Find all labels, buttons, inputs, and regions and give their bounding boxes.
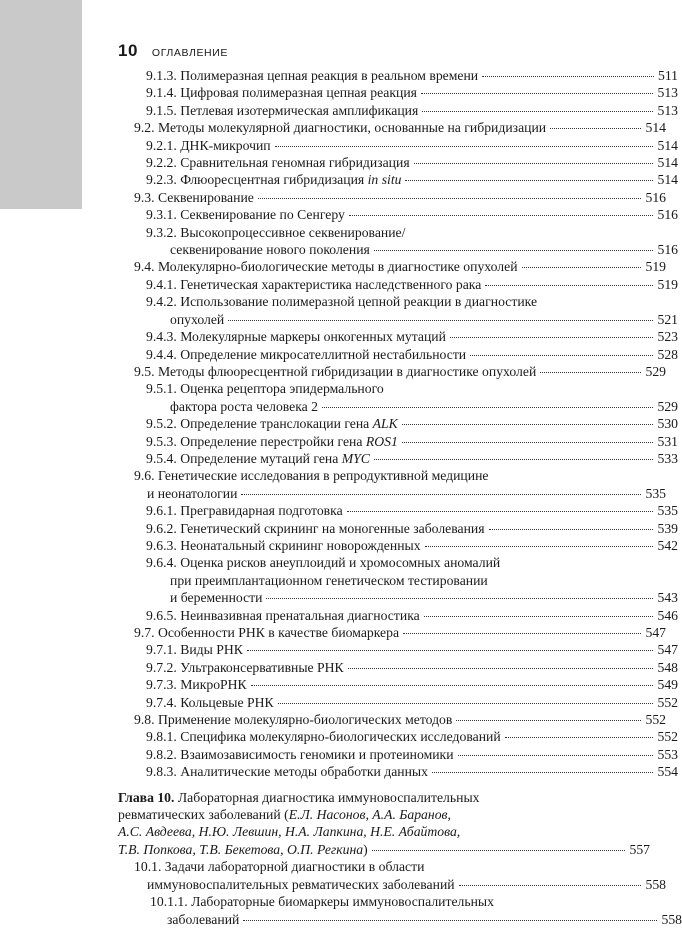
dot-leader <box>374 459 654 460</box>
dot-leader <box>266 598 653 599</box>
toc-entry-title-cont: заболеваний <box>167 911 240 927</box>
toc-page-number: 521 <box>657 311 678 327</box>
toc-entry-title: 9.4. Молекулярно-биологические методы в диагностике опухолей <box>134 259 518 275</box>
dot-leader <box>347 511 654 512</box>
toc-entry-title: 9.7.4. Кольцевые РНК <box>146 694 274 710</box>
toc-page-number: 523 <box>657 329 678 345</box>
toc-section[interactable] <box>118 467 666 502</box>
dot-leader <box>228 320 653 321</box>
toc-entry[interactable] <box>118 84 678 101</box>
toc-page-number: 531 <box>657 433 678 449</box>
toc-entry[interactable] <box>118 380 678 415</box>
toc-page-number: 542 <box>657 537 678 553</box>
toc-entry[interactable] <box>118 763 678 780</box>
dot-leader <box>414 163 654 164</box>
toc-section[interactable] <box>118 711 666 728</box>
dot-leader <box>421 93 653 94</box>
dot-leader <box>348 668 654 669</box>
toc-entry[interactable] <box>118 346 678 363</box>
running-title: ОГЛАВЛЕНИЕ <box>151 47 228 59</box>
dot-leader <box>550 128 641 129</box>
dot-leader <box>403 633 641 634</box>
toc-entry[interactable] <box>118 224 678 259</box>
toc-section[interactable] <box>118 363 666 380</box>
italic-term: in situ <box>367 172 402 188</box>
toc-page-number: 513 <box>657 85 678 101</box>
toc-entry-title: 9.7. Особенности РНК в качестве биомаркера <box>134 625 400 640</box>
toc-entry-title: 9.2.1. ДНК-микрочип <box>146 137 271 153</box>
toc-entry[interactable] <box>118 293 678 328</box>
toc-entry[interactable] <box>118 171 678 188</box>
toc-entry[interactable] <box>118 728 678 745</box>
toc-entry-title: 9.6.5. Неинвазивная пренатальная диагностика <box>146 607 420 623</box>
toc-entry-title: 9.2.2. Сравнительная геномная гибридизация <box>146 155 410 171</box>
toc-entry-title: 9.4.3. Молекулярные маркеры онкогенных мутаций <box>146 329 446 345</box>
toc-page-number: 546 <box>657 607 678 623</box>
dot-leader <box>322 407 653 408</box>
toc-page-number: 548 <box>657 659 678 675</box>
toc-entry-title: 9.4.1. Генетическая характеристика наследственного рака <box>146 276 482 292</box>
toc-page-number: 552 <box>645 712 666 728</box>
dot-leader <box>540 372 641 373</box>
dot-leader <box>258 198 642 199</box>
dot-leader <box>251 685 654 686</box>
toc-entry[interactable] <box>118 67 678 84</box>
toc-page-number: 514 <box>657 155 678 171</box>
toc-page-number: 552 <box>657 729 678 745</box>
dot-leader <box>374 250 654 251</box>
toc-page-number: 519 <box>645 259 666 275</box>
toc-section[interactable] <box>118 624 666 641</box>
toc-entry-title-cont: и беременности <box>170 590 263 606</box>
toc-page-number: 529 <box>645 363 666 379</box>
table-of-contents <box>118 67 682 928</box>
toc-page-number: 533 <box>657 450 678 466</box>
toc-entry-title: 9.8. Применение молекулярно-биологических методов <box>134 712 453 728</box>
toc-page-number: 547 <box>645 625 666 640</box>
toc-page-number: 549 <box>657 677 678 693</box>
toc-page-number: 530 <box>657 416 678 432</box>
toc-entry[interactable] <box>118 641 678 658</box>
chapter-title: Глава 10. Лабораторная диагностика иммуновоспалительных <box>118 789 480 805</box>
toc-entry[interactable] <box>118 676 678 693</box>
toc-page-number: 514 <box>657 137 678 153</box>
toc-entry[interactable] <box>118 554 678 606</box>
dot-leader <box>405 180 653 181</box>
toc-entry-title: 9.5. Методы флюоресцентной гибридизации в диагностике опухолей <box>134 363 537 379</box>
italic-gene: ROS1 <box>365 433 398 449</box>
toc-entry-title: 9.3.1. Секвенирование по Сенгеру <box>146 207 345 223</box>
toc-entry-title: 10.1. Задачи лабораторной диагностики в области <box>134 859 425 875</box>
toc-entry-title: 9.5.4. Определение мутаций гена MYC <box>146 450 370 466</box>
dot-leader <box>424 616 654 617</box>
dot-leader <box>247 650 654 651</box>
toc-entry-title: 9.5.3. Определение перестройки гена ROS1 <box>146 433 398 449</box>
toc-page-number: 535 <box>645 485 666 501</box>
toc-page-number: 529 <box>657 398 678 414</box>
toc-page-number: 552 <box>657 694 678 710</box>
toc-entry-title: 9.3.2. Высокопроцессивное секвенирование/ <box>146 224 406 240</box>
dot-leader <box>450 337 654 338</box>
toc-entry-title: 9.8.2. Взаимозависимость геномики и протеиномики <box>146 746 454 762</box>
toc-entry-title: 9.8.3. Аналитические методы обработки данных <box>146 764 428 780</box>
toc-page-number: 513 <box>657 102 678 118</box>
dot-leader <box>458 755 654 756</box>
side-thumb-tab <box>0 0 82 209</box>
dot-leader <box>402 424 654 425</box>
toc-page-number: 547 <box>657 642 678 658</box>
toc-page-number: 519 <box>657 276 678 292</box>
toc-page-number: 539 <box>657 520 678 536</box>
toc-entry-title: 9.6.1. Прегравидарная подготовка <box>146 503 343 519</box>
dot-leader <box>470 355 653 356</box>
toc-page-number: 553 <box>657 746 678 762</box>
toc-entry-title: 9.3. Секвенирование <box>134 189 254 205</box>
dot-leader <box>349 215 654 216</box>
toc-entry[interactable] <box>118 102 678 119</box>
toc-entry-title: 9.1.4. Цифровая полимеразная цепная реакция <box>146 85 417 101</box>
toc-chapter-10[interactable] <box>118 789 650 859</box>
dot-leader <box>485 285 653 286</box>
toc-entry[interactable] <box>118 276 678 293</box>
toc-entry-title: 9.7.3. МикроРНК <box>146 677 247 693</box>
toc-entry-title: 9.8.1. Специфика молекулярно-биологических исследований <box>146 729 501 745</box>
toc-page-number: 511 <box>657 68 678 83</box>
toc-section[interactable] <box>118 858 666 893</box>
chapter-label: Глава 10. <box>118 789 175 805</box>
toc-entry-title: 9.6. Генетические исследования в репродуктивной медицине <box>134 468 489 484</box>
toc-page-number: 557 <box>629 841 650 857</box>
toc-entry-title: 9.5.1. Оценка рецептора эпидермального <box>146 381 384 397</box>
toc-entry[interactable] <box>118 746 678 763</box>
toc-page-number: 535 <box>657 503 678 519</box>
dot-leader <box>482 76 654 77</box>
chapter-authors: Е.Л. Насонов, А.А. Баранов, <box>288 807 451 823</box>
toc-page-number: 516 <box>657 242 678 258</box>
dot-leader <box>489 529 654 530</box>
toc-entry-title: 9.7.2. Ультраконсервативные РНК <box>146 659 344 675</box>
toc-entry[interactable] <box>118 537 678 554</box>
toc-entry[interactable] <box>118 328 678 345</box>
dot-leader <box>278 703 654 704</box>
toc-entry-title: 9.2. Методы молекулярной диагностики, основанные на гибридизации <box>134 120 547 136</box>
toc-page-number: 528 <box>657 346 678 362</box>
page-header <box>118 41 228 63</box>
dot-leader <box>425 546 654 547</box>
toc-entry[interactable] <box>118 607 678 624</box>
toc-entry[interactable] <box>118 433 678 450</box>
toc-page-number: 558 <box>661 911 682 927</box>
toc-page-number: 514 <box>645 120 666 136</box>
toc-entry-title-cont: опухолей <box>170 311 225 327</box>
toc-entry[interactable] <box>118 502 678 519</box>
toc-entry-title: 9.6.2. Генетический скрининг на моногенные заболевания <box>146 520 485 536</box>
toc-entry-title: 9.1.3. Полимеразная цепная реакция в реальном времени <box>146 68 479 83</box>
toc-section[interactable] <box>118 119 666 136</box>
toc-entry-title: 9.6.4. Оценка рисков анеуплоидий и хромосомных аномалий <box>146 555 501 571</box>
toc-entry[interactable] <box>118 659 678 676</box>
dot-leader <box>522 267 642 268</box>
toc-entry-title-cont: секвенирование нового поколения <box>170 242 370 258</box>
dot-leader <box>456 720 641 721</box>
toc-entry[interactable] <box>118 450 678 467</box>
dot-leader <box>243 920 657 921</box>
page-number: 10 <box>118 41 138 60</box>
toc-entry-title: 10.1.1. Лабораторные биомаркеры иммуновоспалительных <box>150 894 494 910</box>
toc-page-number: 543 <box>657 590 678 606</box>
chapter-title-cont: ревматических заболеваний (Е.Л. Насонов, А.А. Баранов, <box>118 807 451 823</box>
dot-leader <box>422 111 653 112</box>
toc-entry-title: 9.4.4. Определение микросателлитной нестабильности <box>146 346 467 362</box>
toc-entry[interactable] <box>118 137 678 154</box>
toc-entry-title: 9.7.1. Виды РНК <box>146 642 243 658</box>
toc-entry[interactable] <box>118 893 682 928</box>
toc-entry[interactable] <box>118 154 678 171</box>
toc-entry-title-cont: фактора роста человека 2 <box>170 398 319 414</box>
toc-entry-title: 9.1.5. Петлевая изотермическая амплификация <box>146 102 419 118</box>
dot-leader <box>402 442 654 443</box>
toc-page-number: 558 <box>645 876 666 892</box>
toc-page-number: 554 <box>657 764 678 780</box>
dot-leader <box>275 146 654 147</box>
toc-entry-title-cont: иммуновоспалительных ревматических заболеваний <box>147 876 455 892</box>
toc-entry[interactable] <box>118 520 678 537</box>
italic-gene: ALK <box>372 416 398 432</box>
dot-leader <box>241 494 641 495</box>
chapter-authors: А.С. Авдеева, Н.Ю. Левшин, Н.А. Лапкина, Н.Е. Абайтова, <box>118 824 461 840</box>
toc-page-number: 516 <box>645 189 666 205</box>
toc-section[interactable] <box>118 258 666 275</box>
dot-leader <box>505 737 654 738</box>
italic-gene: MYC <box>341 450 370 466</box>
toc-entry-title: 9.2.3. Флюоресцентная гибридизация in situ <box>146 172 402 188</box>
toc-entry-title-cont: и неонатологии <box>147 485 238 501</box>
dot-leader <box>432 772 654 773</box>
chapter-authors-end: Т.В. Попкова, Т.В. Бекетова, О.П. Регкина) <box>118 841 368 857</box>
toc-page-number: 514 <box>657 172 678 188</box>
toc-entry[interactable] <box>118 694 678 711</box>
toc-section[interactable] <box>118 189 666 206</box>
toc-entry-title: 9.6.3. Неонатальный скрининг новорожденных <box>146 537 421 553</box>
toc-page-number: 516 <box>657 207 678 223</box>
toc-entry[interactable] <box>118 206 678 223</box>
dot-leader <box>459 885 642 886</box>
toc-entry-title-cont: при преимплантационном генетическом тестировании <box>170 572 488 588</box>
toc-entry-title: 9.5.2. Определение транслокации гена ALK <box>146 416 398 432</box>
toc-entry[interactable] <box>118 415 678 432</box>
dot-leader <box>372 850 626 851</box>
toc-entry-title: 9.4.2. Использование полимеразной цепной реакции в диагностике <box>146 294 538 310</box>
